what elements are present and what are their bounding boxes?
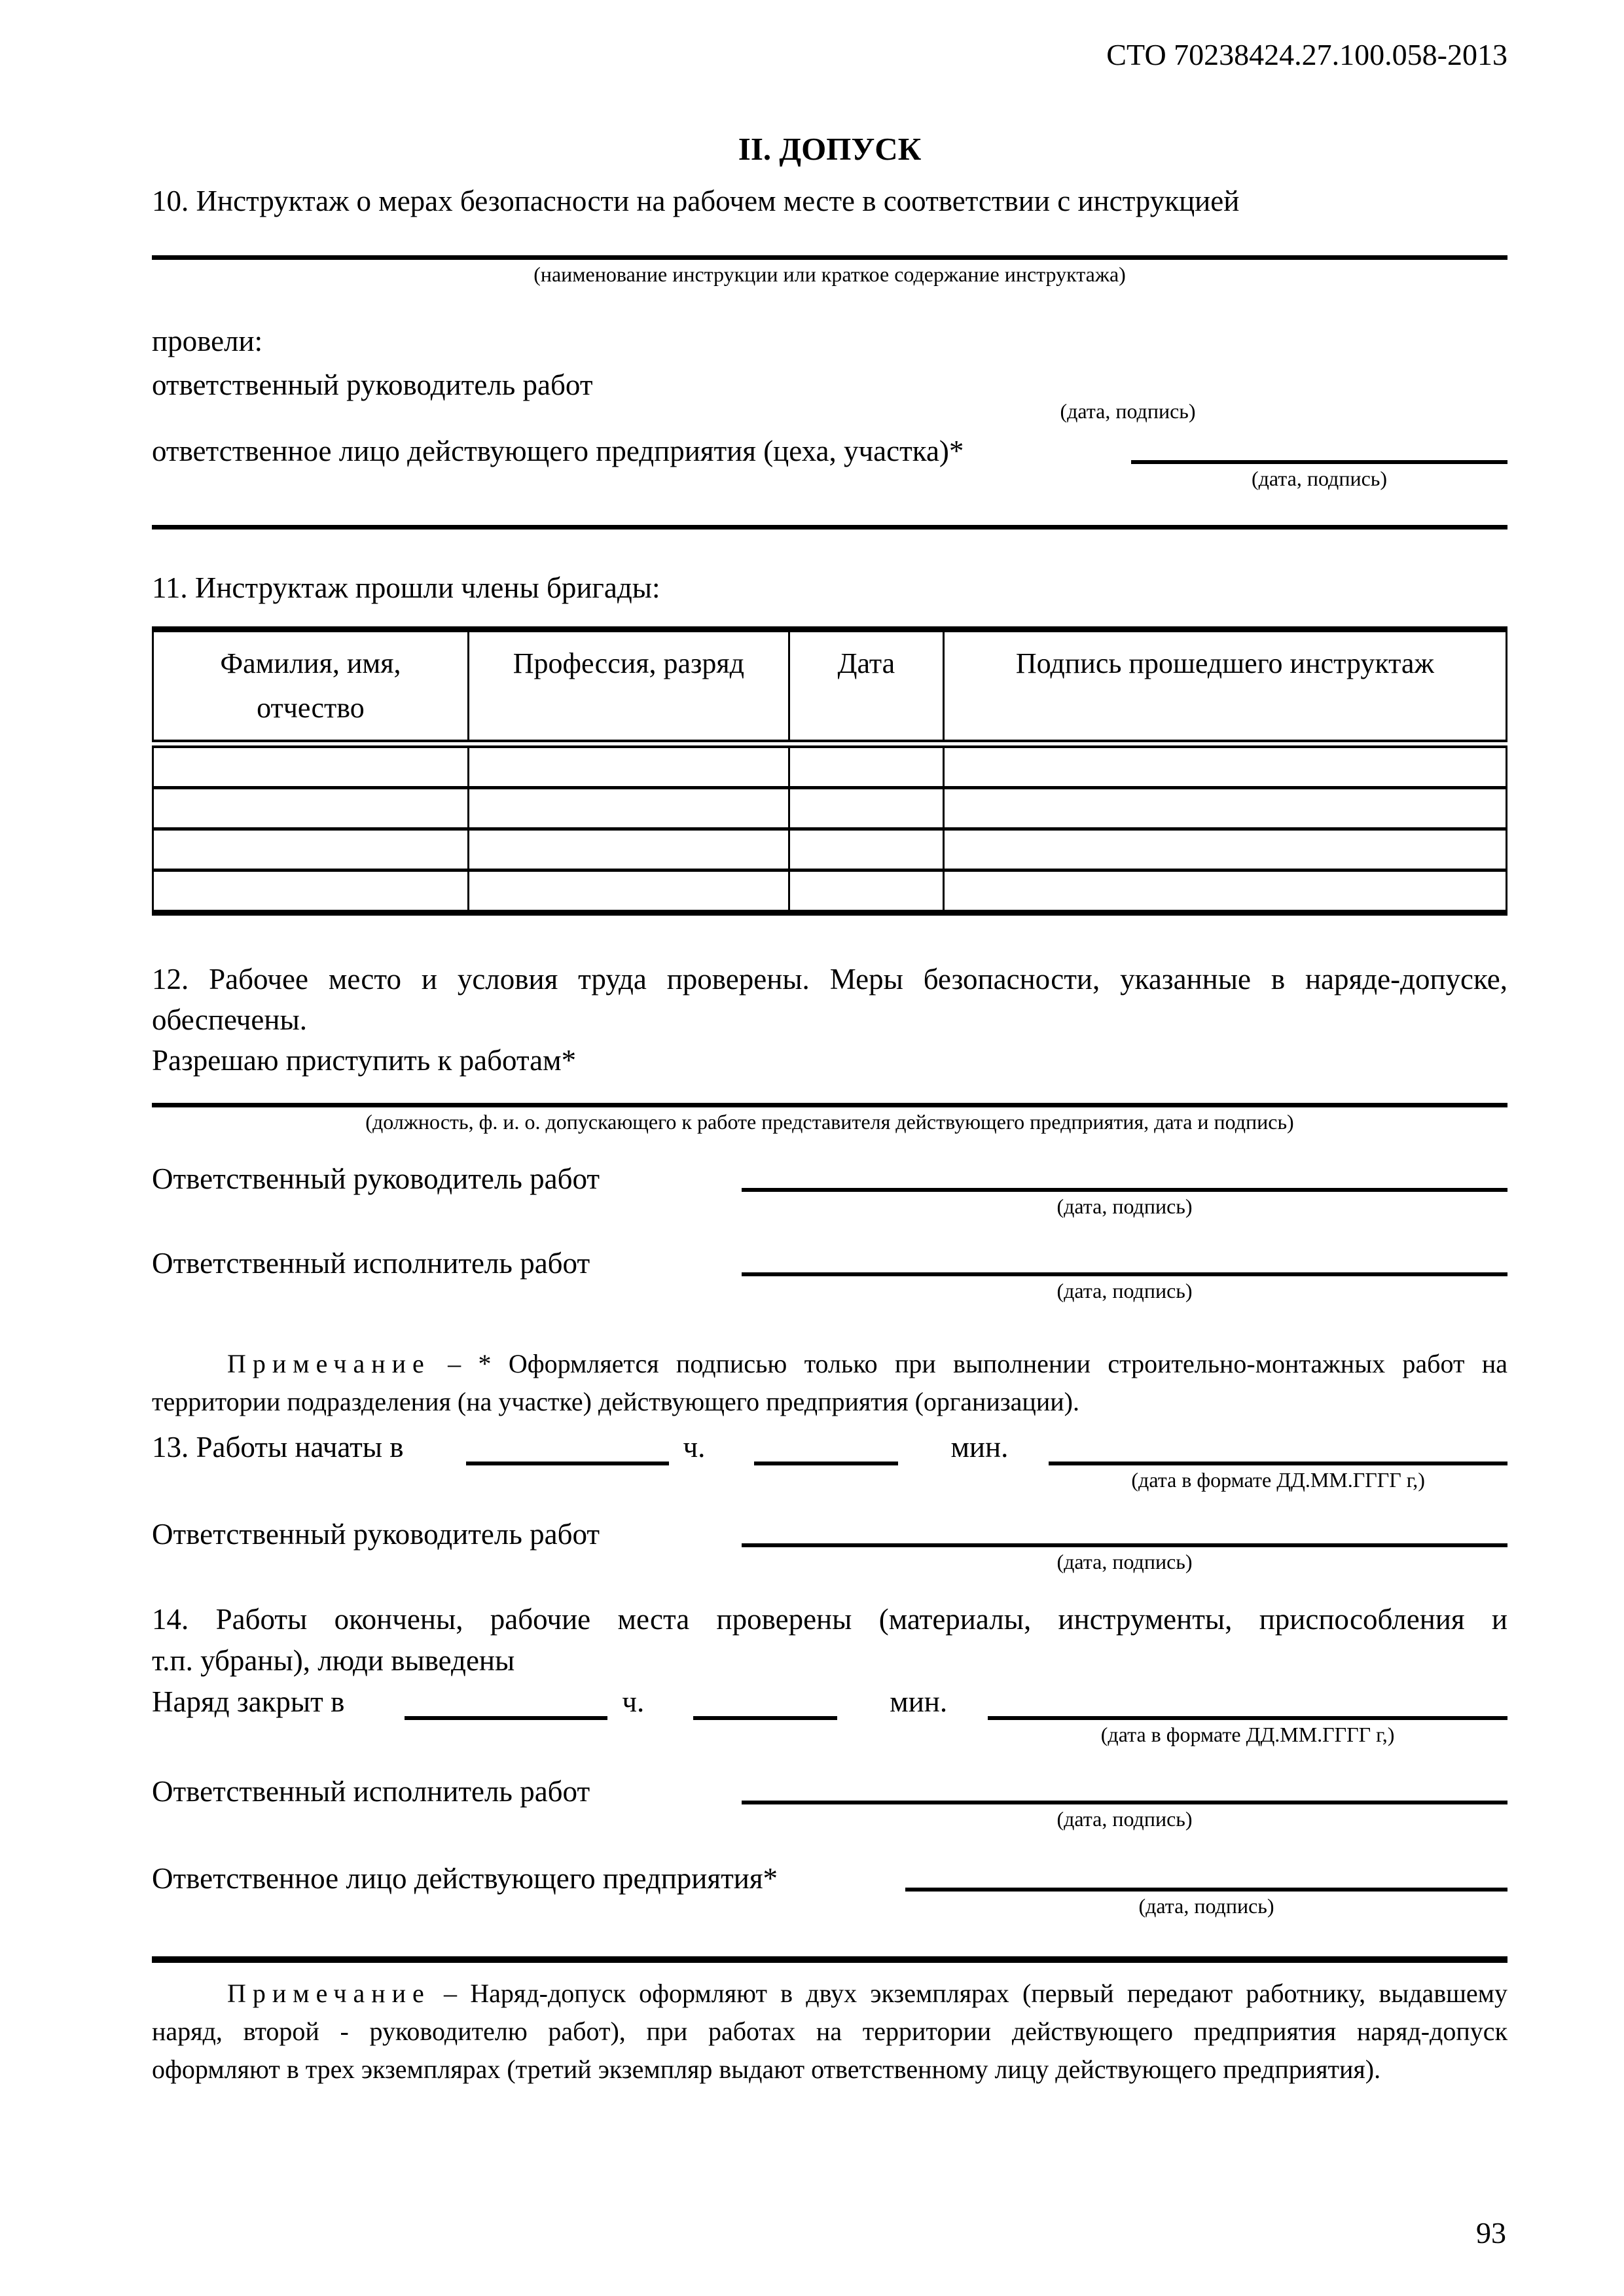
hours-label: ч. bbox=[622, 1685, 645, 1718]
table-cell bbox=[153, 744, 469, 788]
date-sign-caption: (дата, подпись) bbox=[1060, 399, 1196, 423]
table-cell bbox=[943, 870, 1506, 913]
note-copies bbox=[152, 1975, 1507, 2089]
signature-row-work-manager-13 bbox=[152, 1517, 1507, 1574]
date-sign-caption: (дата, подпись) bbox=[1056, 1194, 1193, 1219]
minutes-label: мин. bbox=[890, 1685, 948, 1718]
table-cell bbox=[789, 870, 943, 913]
signature-line bbox=[742, 1517, 1507, 1547]
signature-line bbox=[742, 1774, 1507, 1804]
signature-row-label: Ответственный руководитель работ bbox=[152, 1518, 600, 1551]
table-cell bbox=[153, 788, 469, 829]
signature-row-work-executor bbox=[152, 1246, 1507, 1303]
hours-blank-line bbox=[466, 1430, 669, 1465]
table-cell bbox=[789, 829, 943, 870]
item-12-paragraph bbox=[152, 959, 1507, 1081]
note-label: Примечание bbox=[227, 1978, 431, 2008]
signature-box bbox=[742, 1774, 1507, 1831]
item-13-prefix: 13. Работы начаты в bbox=[152, 1431, 404, 1464]
instruction-caption: (наименование инструкции или краткое содержание инструктажа) bbox=[533, 262, 1126, 286]
signature-row-label: Ответственный исполнитель работ bbox=[152, 1774, 590, 1808]
note-line bbox=[152, 1345, 1507, 1383]
date-sign-caption: (дата, подпись) bbox=[1056, 1279, 1193, 1303]
table-cell bbox=[943, 829, 1506, 870]
conducted-label: провели: bbox=[152, 324, 263, 357]
admitting-person-caption: (должность, ф. и. о. допускающего к работе представителя действующего предприятия, дата и подпись) bbox=[365, 1110, 1294, 1134]
date-sign-caption: (дата, подпись) bbox=[1056, 1806, 1193, 1831]
table-row bbox=[153, 744, 1507, 788]
page-content bbox=[152, 38, 1507, 2089]
table-header-row bbox=[153, 630, 1507, 744]
hours-label: ч. bbox=[683, 1431, 706, 1464]
bottom-note-rule bbox=[152, 1956, 1507, 1963]
standard-number: СТО 70238424.27.100.058-2013 bbox=[1106, 38, 1507, 71]
note-label: Примечание bbox=[227, 1349, 431, 1379]
table-row bbox=[153, 788, 1507, 829]
minutes-label: мин. bbox=[950, 1431, 1009, 1464]
signature-row-label: ответственное лицо действующего предприятия (цеха, участка)* bbox=[152, 435, 964, 468]
item-11-text: 11. Инструктаж прошли члены бригады: bbox=[152, 571, 660, 605]
signature-row-enterprise-person-14 bbox=[152, 1861, 1507, 1918]
signature-box bbox=[938, 368, 1318, 423]
signature-row-label: Ответственный руководитель работ bbox=[152, 1162, 600, 1196]
item-14-line2: т.п. убраны), люди выведены bbox=[152, 1643, 515, 1677]
table-cell bbox=[789, 788, 943, 829]
brigade-instruction-table bbox=[152, 626, 1507, 916]
item-10-text: 10. Инструктаж о мерах безопасности на рабочем месте в соответствии с инструкцией bbox=[152, 184, 1240, 217]
note-text: – Наряд-допуск оформляют в двух экземплярах (первый передают работнику, выдавшему bbox=[444, 1978, 1507, 2008]
signature-line bbox=[938, 368, 1318, 397]
signature-line bbox=[742, 1246, 1507, 1276]
note-line: территории подразделения (на участке) действующего предприятия (организации). bbox=[152, 1387, 1079, 1417]
item-14-line1: 14. Работы окончены, рабочие места проверены (материалы, инструменты, приспособления и bbox=[152, 1603, 1507, 1636]
date-blank-line bbox=[988, 1685, 1507, 1720]
section-title: II. ДОПУСК bbox=[738, 130, 922, 167]
minutes-blank-line bbox=[754, 1430, 898, 1465]
table-cell bbox=[468, 829, 789, 870]
signature-row-label: Ответственный исполнитель работ bbox=[152, 1247, 590, 1280]
date-sign-caption: (дата, подпись) bbox=[1138, 1893, 1274, 1918]
table-row bbox=[153, 870, 1507, 913]
note-line: оформляют в трех экземплярах (третий экземпляр выдают ответственному лицу действующего предприятия). bbox=[152, 2054, 1381, 2084]
signature-row-responsible-manager bbox=[152, 368, 1507, 423]
signature-line bbox=[1131, 434, 1507, 464]
table-cell bbox=[468, 788, 789, 829]
signature-row-label: Ответственное лицо действующего предприятия* bbox=[152, 1861, 778, 1895]
col-header-signature: Подпись прошедшего инструктаж bbox=[943, 630, 1506, 744]
item-13-start-time-row bbox=[152, 1430, 1507, 1492]
table-cell bbox=[468, 744, 789, 788]
note-text: – * Оформляется подписью только при выполнении строительно-монтажных работ на bbox=[448, 1349, 1507, 1379]
note-line: наряд, второй - руководителю работ), при работах на территории действующего предприятия наряд-допуск bbox=[152, 2016, 1507, 2046]
col-header-profession: Профессия, разряд bbox=[468, 630, 789, 744]
signature-row-work-executor-14 bbox=[152, 1774, 1507, 1831]
item-14-close-time-row bbox=[152, 1685, 1507, 1747]
date-format-caption: (дата в формате ДД.ММ.ГГГГ г,) bbox=[1131, 1468, 1425, 1492]
note-asterisk bbox=[152, 1345, 1507, 1421]
signature-line bbox=[742, 1162, 1507, 1192]
admitting-person-fill-line bbox=[152, 1103, 1507, 1107]
date-box bbox=[988, 1685, 1507, 1747]
table-row bbox=[153, 829, 1507, 870]
signature-row-label: ответственный руководитель работ bbox=[152, 368, 593, 402]
date-sign-caption: (дата, подпись) bbox=[1251, 467, 1388, 491]
signature-row-enterprise-person bbox=[152, 434, 1507, 491]
date-format-caption: (дата в формате ДД.ММ.ГГГГ г,) bbox=[1100, 1722, 1395, 1746]
instruction-fill-line bbox=[152, 255, 1507, 260]
table-cell bbox=[789, 744, 943, 788]
section-divider-line bbox=[152, 525, 1507, 529]
signature-box bbox=[1131, 434, 1507, 491]
signature-box bbox=[742, 1246, 1507, 1303]
signature-box bbox=[905, 1861, 1507, 1918]
page-number: 93 bbox=[1476, 2216, 1506, 2250]
date-blank-line bbox=[1049, 1430, 1507, 1465]
signature-line bbox=[905, 1861, 1507, 1892]
item-12-line2: обеспечены. bbox=[152, 1003, 307, 1037]
signature-box bbox=[742, 1162, 1507, 1219]
item-14-paragraph bbox=[152, 1599, 1507, 1680]
minutes-blank-line bbox=[693, 1685, 837, 1720]
col-header-name: Фамилия, имя, отчество bbox=[153, 630, 469, 744]
table-cell bbox=[943, 744, 1506, 788]
signature-box bbox=[742, 1517, 1507, 1574]
item-14-prefix: Наряд закрыт в bbox=[152, 1685, 345, 1718]
table-cell bbox=[153, 870, 469, 913]
table-cell bbox=[153, 829, 469, 870]
table-cell bbox=[468, 870, 789, 913]
col-header-date: Дата bbox=[789, 630, 943, 744]
date-sign-caption: (дата, подпись) bbox=[1056, 1550, 1193, 1574]
item-12-line3: Разрешаю приступить к работам* bbox=[152, 1044, 577, 1077]
note-line bbox=[152, 1975, 1507, 2013]
item-12-line1: 12. Рабочее место и условия труда проверены. Меры безопасности, указанные в наряде-допуске, bbox=[152, 963, 1507, 996]
date-box bbox=[1049, 1430, 1507, 1492]
signature-row-work-manager bbox=[152, 1162, 1507, 1219]
table-cell bbox=[943, 788, 1506, 829]
hours-blank-line bbox=[405, 1685, 607, 1720]
